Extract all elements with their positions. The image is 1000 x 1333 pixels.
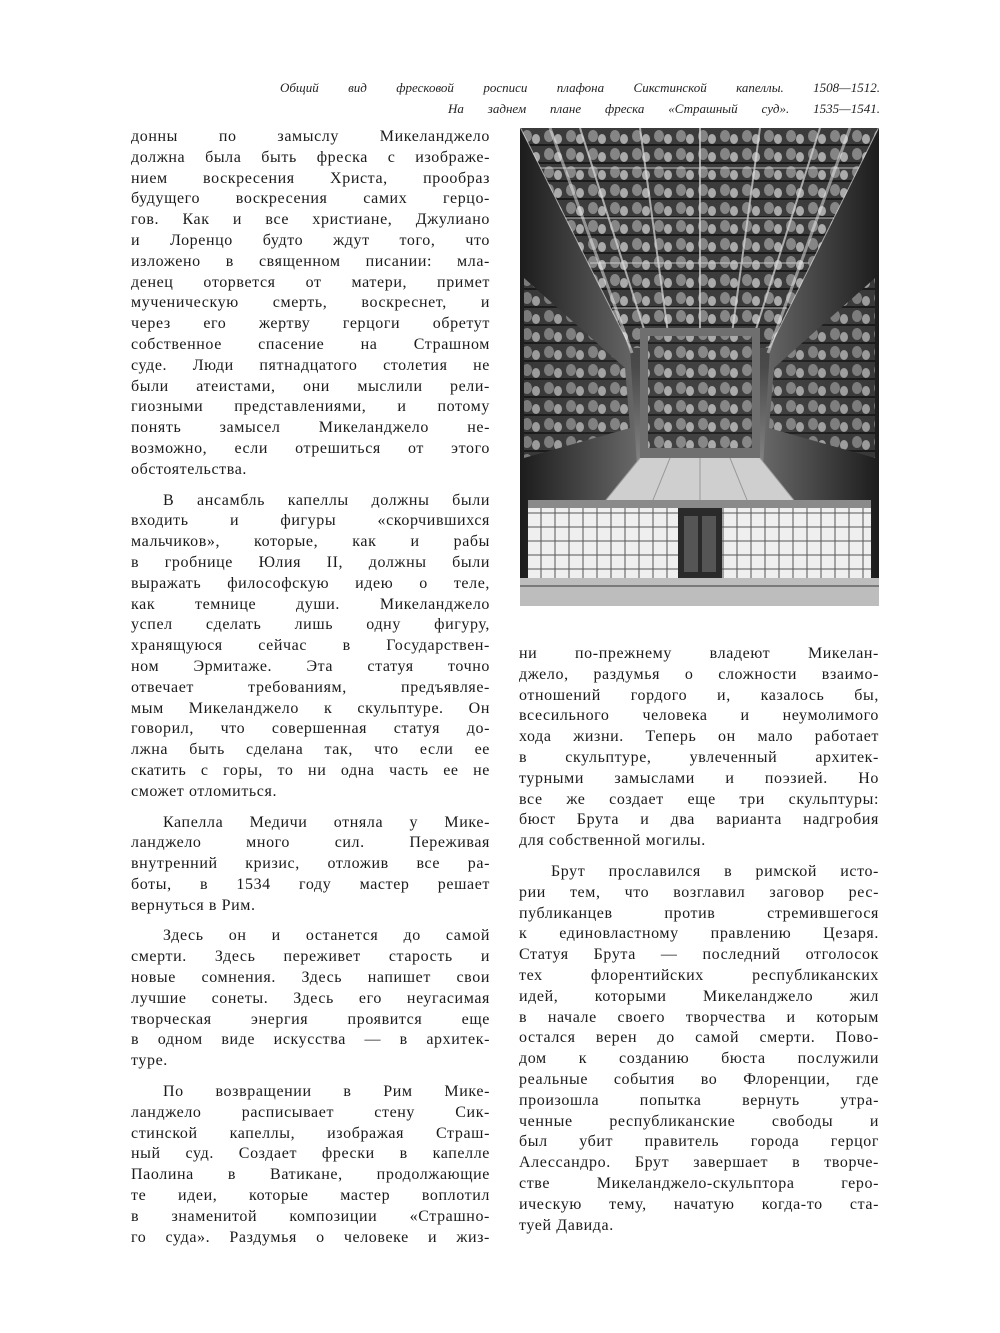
text-line: дом к созданию бюста послужили [519,1050,879,1068]
text-line: к единовластному правлению Цезаря. [519,925,879,943]
text-line: сможет отломиться. [131,782,278,800]
text-line: Брут прославился в римской исто- [551,862,879,880]
text-line: туей Давида. [519,1216,614,1234]
right-text-column [519,644,879,1236]
text-line: го суда». Раздумья о человеке и жиз- [131,1228,490,1246]
paragraph [131,926,490,1072]
text-line: ченные республиканские свободы и [519,1112,879,1130]
text-line: всесильного человека и неумолимого [519,707,879,725]
text-line: туре. [131,1052,168,1070]
text-line: мым Микеланджело к скульптуре. Он [131,699,490,717]
text-line: гов. Как и все христиане, Джулиано [131,211,490,229]
text-line: бюст Брута и два варианта надгробия [519,811,879,829]
text-line: в начале своего творчества и которым [519,1008,879,1026]
text-line: нием воскресения Христа, прообраз [131,169,490,187]
text-line: ическую тему, начатую когда-то ста- [519,1195,879,1213]
text-line: лжна быть сделана так, что если ее [131,741,490,759]
text-line: ланджело расписывает стену Сик- [131,1103,490,1121]
text-line: возможно, если отрешиться от этого [131,439,490,457]
text-line: джело, раздумья о сложности взаимо- [519,665,879,683]
text-line: донны по замыслу Микеланджело [131,128,490,145]
text-line: будущего воскресения самих герцо- [131,190,490,208]
text-line: мальчиков», которые, как и рабы [131,533,490,551]
text-line: собственное спасение на Страшном [131,335,490,353]
text-line: в одном виде искусства — в архитек- [131,1031,490,1049]
text-line: входить и фигуры «скорчившихся [131,512,490,530]
text-line: мученическую смерть, воскреснет, и [131,294,490,312]
text-line: рии тем, что возглавил заговор рес- [519,883,879,901]
text-line: в гробнице Юлия II, должны были [131,553,490,571]
text-line: идей, которыми Микеланджело жил [519,987,879,1005]
text-line: Алессандро. Брут завершает в творче- [519,1154,879,1172]
paragraph [131,813,490,917]
paragraph [131,491,490,803]
text-line: По возвращении в Рим Мике- [163,1083,490,1101]
text-line: был убит правитель города герцог [519,1133,879,1151]
text-line: были атеистами, они мыслили рели- [131,377,490,395]
text-line: как темнице души. Микеланджело [131,595,490,613]
caption-line: На заднем плане фреска «Страшный суд». 1535—1541. [448,100,880,116]
text-line: гиозными представлениями, и потому [131,398,490,416]
text-line: боты, в 1534 году мастер решает [131,875,490,893]
text-line: все же создает еще три скульптуры: [519,790,879,808]
sistine-chapel-illustration [520,128,879,606]
text-line: должна была быть фреска с изображе- [131,148,490,166]
text-line: смерти. Здесь переживет старость и [131,948,490,966]
paragraph [519,644,879,852]
text-line: внутренний кризис, отложив все ра- [131,855,490,873]
text-line: вернуться в Рим. [131,896,256,914]
text-line: ланджело много сил. Переживая [131,834,490,852]
text-line: хранящуюся сейчас в Государствен- [131,637,490,655]
text-line: говорил, что совершенная статуя до- [131,720,490,738]
text-line: отношений гордого и, казалось бы, [519,686,879,704]
caption-line: Общий вид фресковой росписи плафона Сикстинской капеллы. 1508—1512. [280,80,880,95]
text-line: стве Микеланджело-скульптора геро- [519,1174,879,1192]
figure-caption [280,79,880,121]
text-line: те идеи, которые мастер воплотил [131,1187,490,1205]
text-line: изложено в священном писании: мла- [131,252,490,270]
text-line: Здесь он и останется до самой [163,927,490,945]
text-line: суде. Люди пятнадцатого столетия не [131,356,490,374]
text-line: публиканцев против стремившегося [519,904,879,922]
text-line: стинской капеллы, изображая Страш- [131,1124,490,1142]
text-line: турными замыслами и поэзией. Но [519,769,879,787]
left-text-column [131,127,490,1248]
sistine-chapel-photo [520,128,879,606]
text-line: Статуя Брута — последний отголосок [519,946,879,964]
text-line: реальные события во Флоренции, где [519,1070,879,1088]
text-line: произошла попытка вернуть утра- [519,1091,879,1109]
text-line: ный суд. Создает фрески в капелле [131,1145,490,1163]
text-line: В ансамбль капеллы должны были [163,491,490,509]
text-line: творческая энергия проявится еще [131,1010,490,1028]
text-line: ном Эрмитаже. Эта статуя точно [131,657,490,675]
text-line: в скульптуре, увлеченный архитек- [519,748,879,766]
text-line: ни по-прежнему владеют Микелан- [519,645,879,662]
text-line: тех флорентийских республиканских [519,966,879,984]
text-line: обстоятельства. [131,460,247,478]
text-line: новые сомнения. Здесь напишет свои [131,969,490,987]
paragraph [131,127,490,481]
paragraph [519,862,879,1236]
text-line: остался верен до самой смерти. Пово- [519,1029,879,1047]
text-line: успел сделать лишь одну фигуру, [131,616,490,634]
text-line: выражать философскую идею о теле, [131,574,490,592]
text-line: через его жертву герцоги обретут [131,315,490,333]
text-line: лучшие сонеты. Здесь его неугасимая [131,989,490,1007]
paragraph [131,1082,490,1248]
text-line: отвечает требованиям, предъявляе- [131,678,490,696]
text-line: в знаменитой композиции «Страшно- [131,1207,490,1225]
text-line: для собственной могилы. [519,832,706,850]
text-line: Паолина в Ватикане, продолжающие [131,1166,490,1184]
text-line: хода жизни. Теперь он мало работает [519,728,879,746]
text-line: Капелла Медичи отняла у Мике- [163,813,490,831]
text-line: денец оторвется от матери, примет [131,273,490,291]
text-line: и Лоренцо будто ждут того, что [131,231,490,249]
text-line: понять замысел Микеланджело не- [131,419,490,437]
text-line: скатить с горы, то ни одна часть ее не [131,761,490,779]
